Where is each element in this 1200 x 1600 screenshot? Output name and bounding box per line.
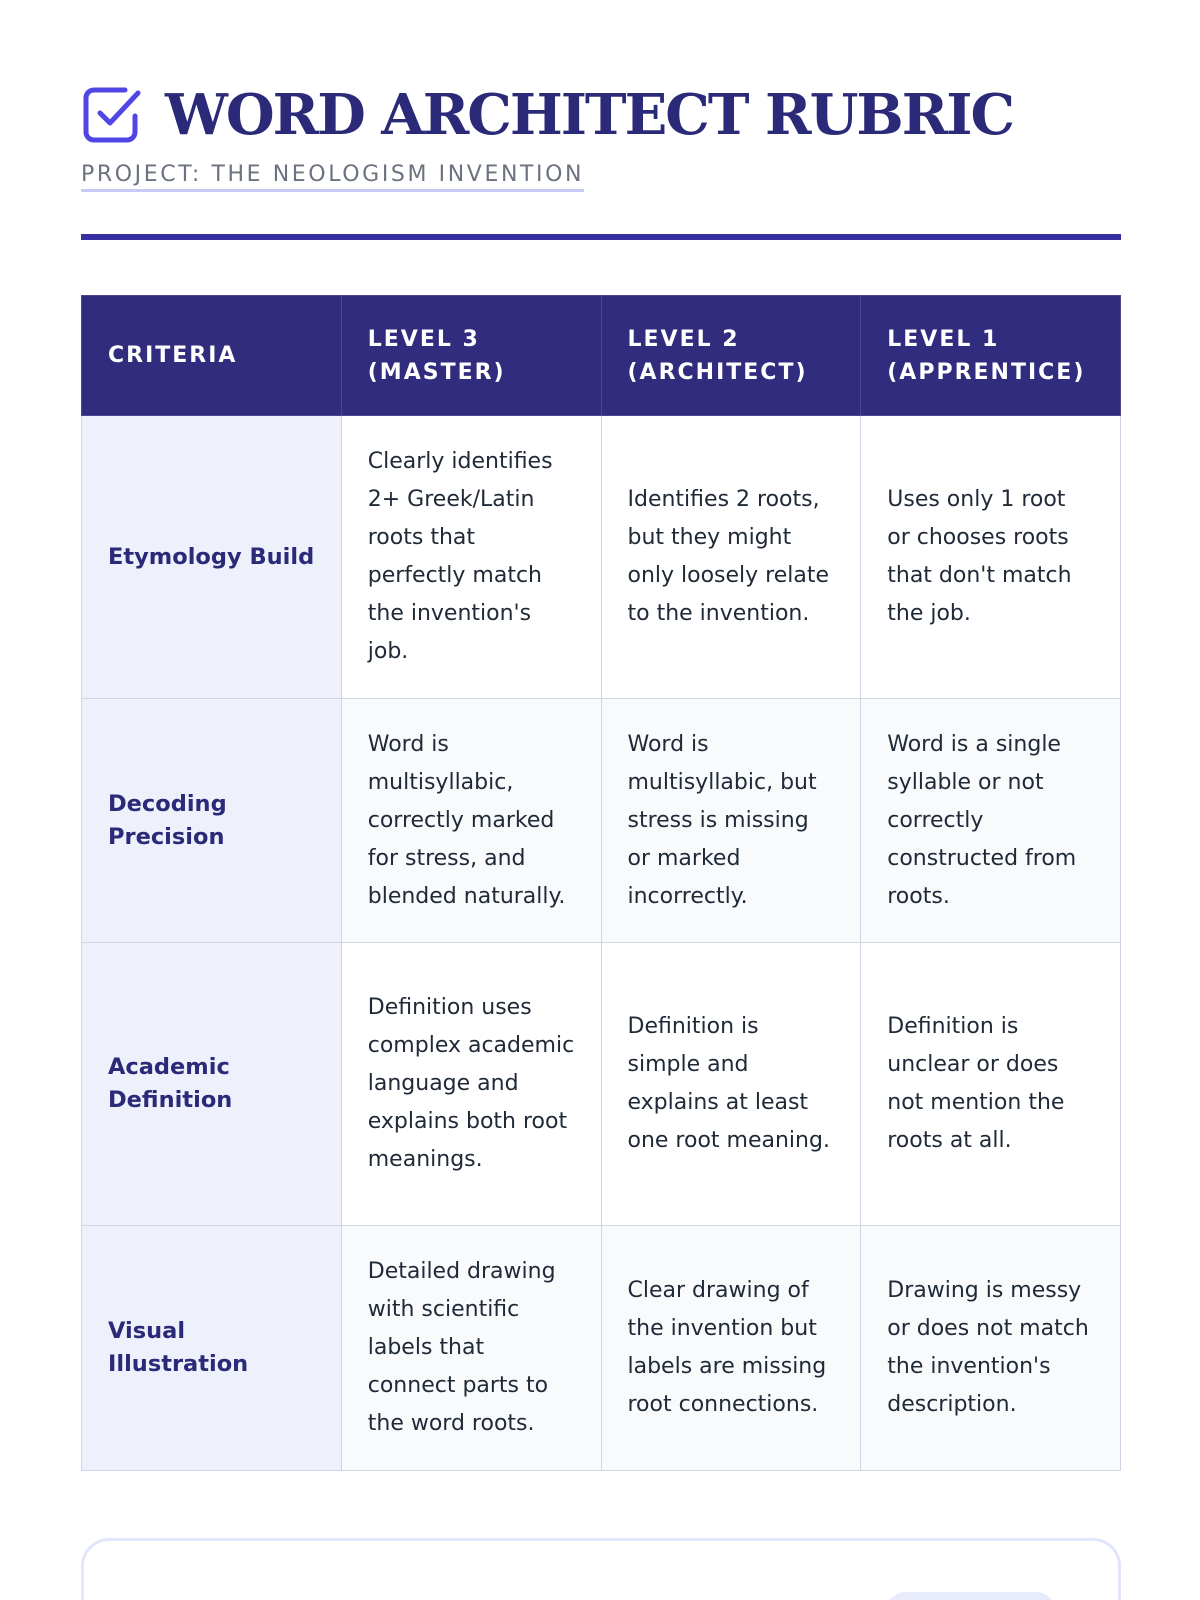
level-3-cell: Detailed drawing with scientific labels that connect parts to the word roots. [341, 1226, 601, 1471]
bottom-pill-button[interactable] [886, 1592, 1056, 1600]
table-row [82, 699, 1121, 943]
criteria-cell: Visual Illustration [82, 1226, 342, 1471]
column-header-level-1: LEVEL 1 (APPRENTICE) [861, 296, 1121, 416]
header-divider [81, 234, 1121, 240]
rubric-table [81, 295, 1121, 1471]
level-3-cell: Definition uses complex academic language and explains both root meanings. [341, 943, 601, 1226]
page-header [81, 82, 1121, 187]
level-1-cell: Word is a single syllable or not correctly constructed from roots. [861, 699, 1121, 943]
table-header-row [82, 296, 1121, 416]
level-2-cell: Clear drawing of the invention but labels are missing root connections. [601, 1226, 861, 1471]
checkbox-check-icon [81, 84, 143, 146]
level-2-cell: Word is multisyllabic, but stress is missing or marked incorrectly. [601, 699, 861, 943]
title-row [81, 82, 1121, 148]
column-header-level-3: LEVEL 3 (MASTER) [341, 296, 601, 416]
level-1-cell: Uses only 1 root or chooses roots that don't match the job. [861, 416, 1121, 699]
table-row [82, 416, 1121, 699]
level-3-cell: Clearly identifies 2+ Greek/Latin roots that perfectly match the invention's job. [341, 416, 601, 699]
level-1-cell: Definition is unclear or does not mention the roots at all. [861, 943, 1121, 1226]
criteria-cell: Decoding Precision [82, 699, 342, 943]
table-row [82, 1226, 1121, 1471]
level-2-cell: Identifies 2 roots, but they might only loosely relate to the invention. [601, 416, 861, 699]
bottom-card [81, 1538, 1121, 1600]
table-row [82, 943, 1121, 1226]
level-2-cell: Definition is simple and explains at least one root meaning. [601, 943, 861, 1226]
criteria-cell: Etymology Build [82, 416, 342, 699]
column-header-level-2: LEVEL 2 (ARCHITECT) [601, 296, 861, 416]
level-3-cell: Word is multisyllabic, correctly marked for stress, and blended naturally. [341, 699, 601, 943]
page-subtitle: PROJECT: THE NEOLOGISM INVENTION [81, 162, 584, 192]
level-1-cell: Drawing is messy or does not match the invention's description. [861, 1226, 1121, 1471]
criteria-cell: Academic Definition [82, 943, 342, 1226]
page-title: WORD ARCHITECT RUBRIC [165, 82, 1014, 148]
column-header-criteria: CRITERIA [82, 296, 342, 416]
